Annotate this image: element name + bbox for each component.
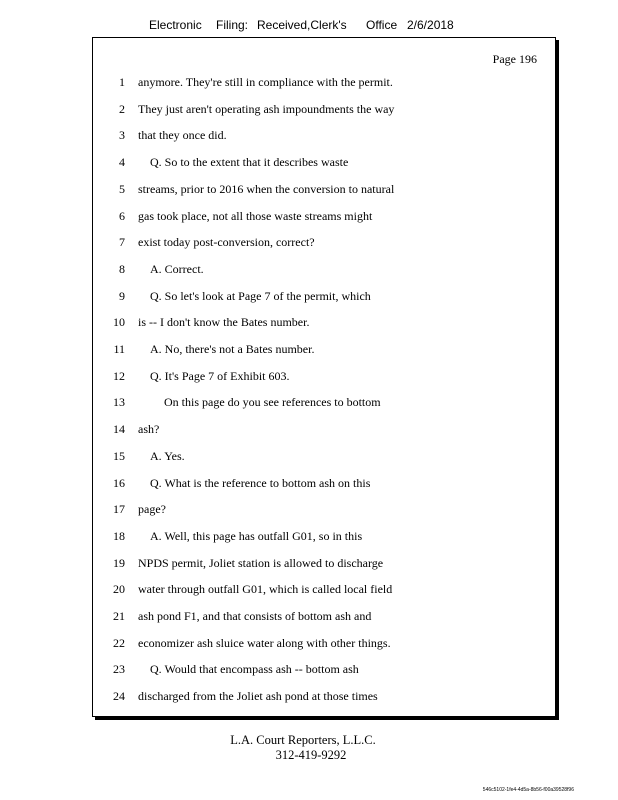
line-text: exist today post-conversion, correct? xyxy=(138,235,315,250)
line-number: 23 xyxy=(113,662,125,677)
line-text: A. No, there's not a Bates number. xyxy=(150,342,315,356)
line-text: A. Correct. xyxy=(150,261,204,276)
line-number: 2 xyxy=(119,101,125,116)
header-word-office: Office xyxy=(366,18,398,32)
line-text: NPDS permit, Joliet station is allowed to discharge xyxy=(138,555,384,570)
transcript-line xyxy=(93,448,553,464)
transcript-line xyxy=(93,501,553,517)
line-text: gas took place, not all those waste streams might xyxy=(138,208,373,223)
transcript-line xyxy=(93,181,553,197)
line-text: ash? xyxy=(138,422,160,437)
transcript-line xyxy=(93,394,553,410)
line-number: 20 xyxy=(113,582,125,597)
line-number: 24 xyxy=(113,689,125,704)
transcript-line xyxy=(93,555,553,571)
line-text: water through outfall G01, which is called local field xyxy=(138,582,393,597)
line-text: Q. What is the reference to bottom ash on this xyxy=(150,475,371,490)
line-number: 19 xyxy=(113,555,125,570)
line-number: 5 xyxy=(119,181,125,196)
line-number: 16 xyxy=(113,475,125,490)
line-text: They just aren't operating ash impoundments the way xyxy=(138,101,395,116)
transcript-line xyxy=(93,581,553,597)
line-number: 1 xyxy=(119,75,125,89)
line-number: 13 xyxy=(113,395,125,410)
line-text: discharged from the Joliet ash pond at those times xyxy=(138,689,378,704)
line-text: is -- I don't know the Bates number. xyxy=(138,315,310,330)
line-text: economizer ash sluice water along with other things. xyxy=(138,635,391,650)
line-text: Q. It's Page 7 of Exhibit 603. xyxy=(150,368,290,383)
transcript-line xyxy=(93,475,553,491)
transcript-page-frame xyxy=(92,37,556,717)
transcript-line xyxy=(93,421,553,437)
line-number: 14 xyxy=(113,422,125,437)
line-text: On this page do you see references to bottom xyxy=(164,395,381,410)
line-text: Q. So let's look at Page 7 of the permit, which xyxy=(150,288,371,303)
line-number: 4 xyxy=(119,155,125,170)
footer-company: L.A. Court Reporters, L.L.C. xyxy=(230,733,376,747)
line-text: that they once did. xyxy=(138,128,227,143)
header-word-filing: Filing: xyxy=(216,18,249,32)
line-number: 17 xyxy=(113,502,125,517)
line-number: 15 xyxy=(113,448,125,463)
transcript-line xyxy=(93,288,553,304)
footer-phone: 312-419-9292 xyxy=(275,748,347,762)
line-number: 18 xyxy=(113,528,125,543)
line-number: 3 xyxy=(119,128,125,143)
transcript-line xyxy=(93,127,553,143)
header-word-received: Received,Clerk's xyxy=(257,18,347,32)
transcript-line xyxy=(93,234,553,250)
line-number: 22 xyxy=(113,635,125,650)
line-number: 8 xyxy=(119,261,125,276)
line-text: A. Well, this page has outfall G01, so in this xyxy=(150,528,363,543)
transcript-line xyxy=(93,314,553,330)
transcript-line xyxy=(93,101,553,117)
line-text: A. Yes. xyxy=(150,448,185,463)
line-text: streams, prior to 2016 when the conversion to natural xyxy=(138,181,395,196)
line-number: 7 xyxy=(119,235,125,250)
page-number: Page 196 xyxy=(492,52,537,66)
transcript-line xyxy=(93,368,553,384)
transcript-line xyxy=(93,528,553,544)
transcript-line xyxy=(93,208,553,224)
transcript-line xyxy=(93,261,553,277)
transcript-line xyxy=(93,688,553,704)
transcript-line xyxy=(93,74,553,90)
transcript-line xyxy=(93,341,553,357)
header-word-date: 2/6/2018 xyxy=(407,18,454,32)
line-number: 21 xyxy=(113,609,125,623)
header-word-electronic: Electronic xyxy=(149,18,202,32)
line-number: 11 xyxy=(113,342,125,356)
line-text: Q. Would that encompass ash -- bottom ash xyxy=(150,662,359,677)
line-number: 12 xyxy=(113,368,125,383)
line-number: 6 xyxy=(119,208,125,223)
line-number: 10 xyxy=(113,315,125,330)
transcript-line xyxy=(93,635,553,651)
transcript-line xyxy=(93,154,553,170)
document-id: 546c5102-1fe4-4d5a-8b56-f00a39528f96 xyxy=(482,787,574,793)
line-text: Q. So to the extent that it describes waste xyxy=(150,155,349,170)
transcript-line xyxy=(93,608,553,624)
line-number: 9 xyxy=(119,288,125,303)
line-text: page? xyxy=(138,502,166,517)
transcript-line xyxy=(93,661,553,677)
line-text: ash pond F1, and that consists of bottom ash and xyxy=(138,609,372,623)
line-text: anymore. They're still in compliance with the permit. xyxy=(138,75,393,89)
